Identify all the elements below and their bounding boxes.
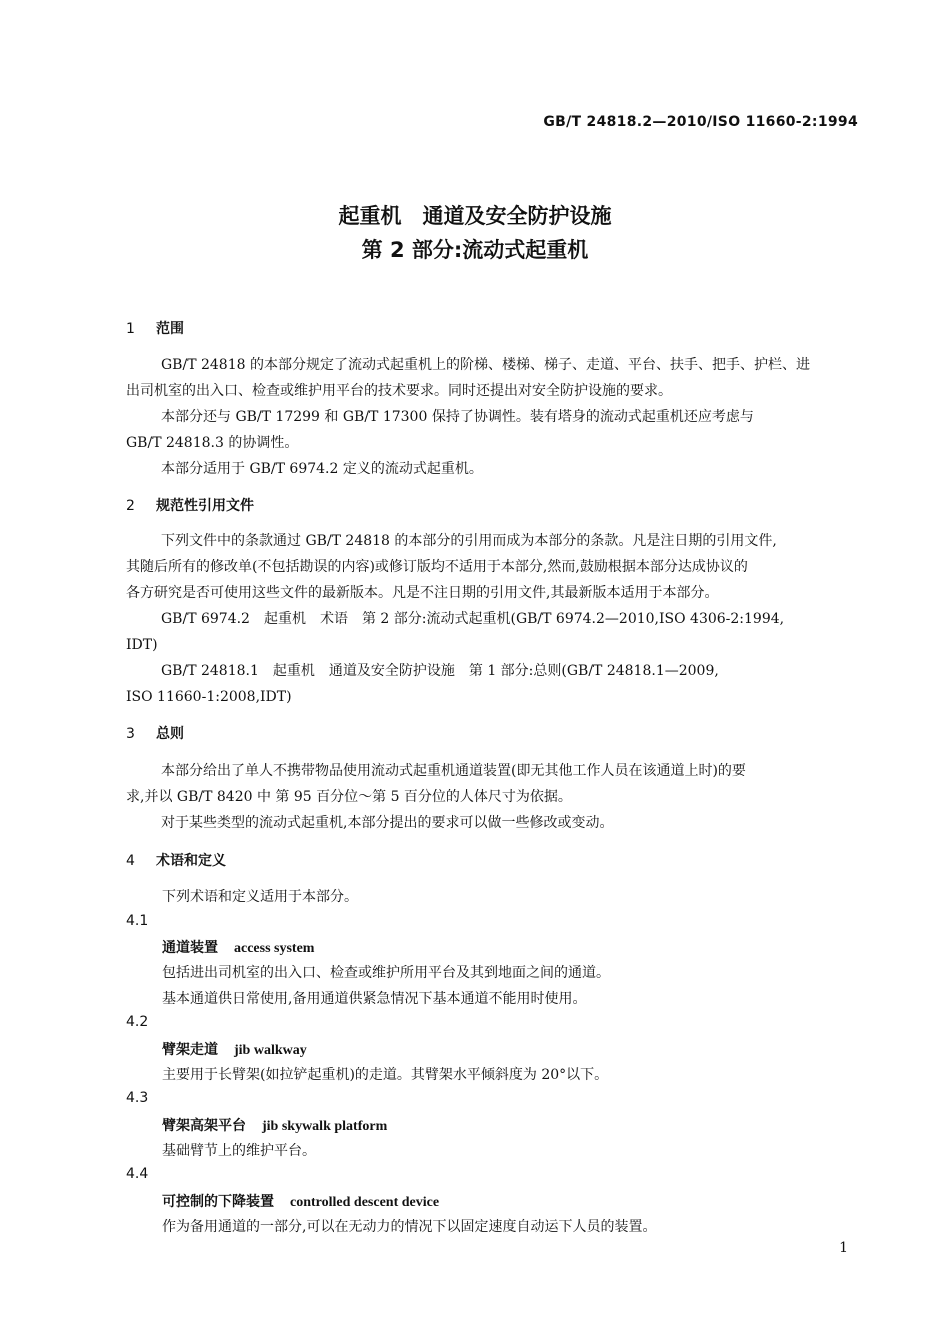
term-chinese: 臂架走道 <box>162 1042 218 1058</box>
term-chinese: 臂架高架平台 <box>162 1118 246 1134</box>
term-definition: 包括进出司机室的出入口、检查或维护所用平台及其到地面之间的通道。 <box>162 965 610 981</box>
term-entry <box>162 1039 307 1059</box>
section-3-heading <box>126 723 184 743</box>
term-english: jib walkway <box>234 1043 307 1058</box>
reference-line: GB/T 24818.1 起重机 通道及安全防护设施 第 1 部分:总则(GB/T 24818.1—2009, <box>161 663 719 679</box>
term-english: jib skywalk platform <box>262 1119 388 1134</box>
reference-line: IDT) <box>126 637 158 653</box>
term-chinese: 可控制的下降装置 <box>162 1194 274 1210</box>
section-title: 范围 <box>156 321 184 337</box>
title-line-2: 第 2 部分:流动式起重机 <box>361 238 589 262</box>
paragraph-line: 求,并以 GB/T 8420 中 第 95 百分位～第 5 百分位的人体尺寸为依据。 <box>126 789 572 805</box>
paragraph-line: 本部分适用于 GB/T 6974.2 定义的流动式起重机。 <box>161 461 483 477</box>
term-entry <box>162 937 314 957</box>
section-2-body <box>126 528 861 710</box>
term-entry <box>162 1191 439 1211</box>
term-chinese: 通道装置 <box>162 940 218 956</box>
clause-number: 4.1 <box>126 913 149 929</box>
paragraph-line: 本部分还与 GB/T 17299 和 GB/T 17300 保持了协调性。装有塔身的流动式起重机还应考虑与 <box>161 409 754 425</box>
clause-number: 4.4 <box>126 1166 149 1182</box>
section-number: 2 <box>126 498 135 514</box>
term-english: access system <box>234 941 315 956</box>
standard-code: GB/T 24818.2—2010/ISO 11660-2:1994 <box>543 114 858 130</box>
term-definition: 主要用于长臂架(如拉铲起重机)的走道。其臂架水平倾斜度为 20°以下。 <box>162 1067 609 1083</box>
section-title: 规范性引用文件 <box>156 498 254 514</box>
paragraph-line: 其随后所有的修改单(不包括勘误的内容)或修订版均不适用于本部分,然而,鼓励根据本部分达成协议的 <box>126 559 748 575</box>
term-entry <box>162 1115 387 1135</box>
paragraph-line: 各方研究是否可使用这些文件的最新版本。凡是不注日期的引用文件,其最新版本适用于本部分。 <box>126 585 719 601</box>
term-english: controlled descent device <box>290 1195 440 1210</box>
section-title: 术语和定义 <box>156 853 226 869</box>
paragraph-line: 下列文件中的条款通过 GB/T 24818 的本部分的引用而成为本部分的条款。凡是注日期的引用文件, <box>161 533 777 549</box>
term-definition: 基础臂节上的维护平台。 <box>162 1143 316 1159</box>
section-1-heading <box>126 318 184 338</box>
term-definition: 基本通道供日常使用,备用通道供紧急情况下基本通道不能用时使用。 <box>162 991 587 1007</box>
page-number: 1 <box>839 1240 848 1256</box>
paragraph-line: 本部分给出了单人不携带物品使用流动式起重机通道装置(即无其他工作人员在该通道上时)的要 <box>161 763 746 779</box>
paragraph-line: 出司机室的出入口、检查或维护用平台的技术要求。同时还提出对安全防护设施的要求。 <box>126 383 672 399</box>
paragraph-line: GB/T 24818 的本部分规定了流动式起重机上的阶梯、楼梯、梯子、走道、平台、扶手、把手、护栏、进 <box>161 357 810 373</box>
section-4-intro: 下列术语和定义适用于本部分。 <box>162 889 358 905</box>
reference-line: ISO 11660-1:2008,IDT) <box>126 689 292 705</box>
clause-number: 4.3 <box>126 1090 149 1106</box>
section-number: 4 <box>126 853 135 869</box>
section-title: 总则 <box>156 726 184 742</box>
title-line-1: 起重机 通道及安全防护设施 <box>338 204 612 228</box>
section-4-heading <box>126 850 226 870</box>
section-number: 3 <box>126 726 135 742</box>
paragraph-line: 对于某些类型的流动式起重机,本部分提出的要求可以做一些修改或变动。 <box>161 815 614 831</box>
term-definition: 作为备用通道的一部分,可以在无动力的情况下以固定速度自动运下人员的装置。 <box>162 1219 657 1235</box>
section-1-body <box>126 352 861 482</box>
section-number: 1 <box>126 321 135 337</box>
paragraph-line: GB/T 24818.3 的协调性。 <box>126 435 299 451</box>
reference-line: GB/T 6974.2 起重机 术语 第 2 部分:流动式起重机(GB/T 6974.2—2010,ISO 4306-2:1994, <box>161 611 785 627</box>
section-2-heading <box>126 495 254 515</box>
section-3-body <box>126 758 861 836</box>
clause-number: 4.2 <box>126 1014 149 1030</box>
